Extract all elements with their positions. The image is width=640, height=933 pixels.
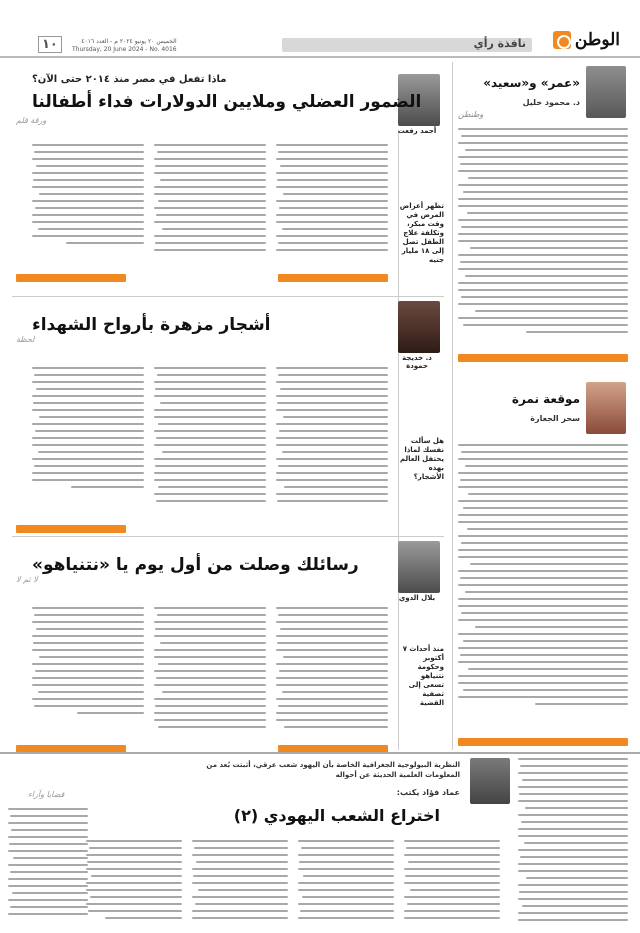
article-label: ورقة قلم — [16, 116, 47, 125]
author-photo — [470, 758, 510, 804]
column-body — [458, 444, 628, 734]
author-email-bar[interactable] — [458, 738, 628, 746]
body-column — [276, 607, 388, 741]
author-photo — [586, 382, 626, 434]
article-body — [32, 607, 388, 741]
article-title[interactable]: رسائلك وصلت من أول يوم يا «نتنياهو» — [32, 555, 359, 575]
column-author: د. محمود خليل — [522, 98, 580, 107]
author-photo — [586, 66, 626, 118]
section-title: نافذة رأي — [473, 37, 526, 50]
column-title[interactable]: «عمر» و«سعيد» — [483, 76, 580, 90]
author-email-bar[interactable] — [458, 354, 628, 362]
article-body — [32, 367, 388, 517]
author-email-bar[interactable] — [278, 274, 388, 282]
body-column — [32, 144, 144, 264]
page-header — [0, 0, 640, 58]
article-title[interactable]: الضمور العضلي وملايين الدولارات فداء أطفالنا — [32, 92, 422, 112]
logo-text: الوطن — [574, 30, 620, 50]
author-photo — [398, 301, 440, 353]
article-kicker: النظرية البيولوجية الجغرافية الخاصة بأن اليهود شعب عرقي، أثبتت بُعد من المعلومات العلمية الحديثة عن أحواله — [206, 761, 460, 779]
article — [12, 536, 444, 748]
article-body — [32, 144, 388, 264]
pull-quote: منذ أحداث ٧ أكتوبر وحكومة نتنياهو تسعى إلى تصفية القضية — [402, 645, 444, 707]
body-column — [404, 840, 500, 930]
article-author: أحمد رفعت — [397, 127, 437, 135]
body-column — [276, 144, 388, 264]
body-column — [276, 367, 388, 517]
body-column — [154, 367, 266, 517]
column-header — [458, 378, 628, 444]
section-bar — [282, 38, 532, 52]
column-header — [458, 62, 628, 128]
body-column — [192, 840, 288, 930]
body-column — [518, 758, 628, 928]
author-email-bar[interactable] — [16, 274, 126, 282]
article-author: عماد فؤاد يكتب: — [396, 788, 460, 797]
body-column — [8, 808, 88, 928]
article-label: لا ثم لا — [16, 575, 38, 584]
article — [12, 70, 444, 280]
article — [12, 296, 444, 526]
author-email-bar[interactable] — [16, 525, 126, 533]
article-header — [12, 70, 444, 135]
pull-quote: تظهر أعراض المرض في وقت مبكر، وتكلفة علاج الطفل تصل إلى ١٨ مليار جنيه — [399, 202, 444, 264]
column-author: سحر الجعارة — [530, 414, 580, 423]
article-label: لحظة — [16, 335, 35, 344]
body-column — [32, 367, 144, 517]
article-label: قضايا وآراء — [28, 790, 65, 799]
page-number: ١٠ — [38, 36, 62, 53]
article-header — [12, 297, 444, 370]
body-column — [86, 840, 182, 930]
column-label: وطنطن — [458, 110, 484, 119]
article-header — [12, 537, 444, 602]
body-column — [154, 144, 266, 264]
column-body — [458, 128, 628, 350]
issue-info — [72, 38, 177, 54]
issue-date-english: Thursday, 20 June 2024 - No. 4016 — [72, 46, 177, 53]
column-title[interactable]: موقعة نمرة — [511, 392, 580, 406]
author-photo — [398, 541, 440, 593]
pull-quote: هل سألت نفسك لماذا يحتفل العالم بهذه الأشجار؟ — [400, 437, 444, 481]
body-column — [154, 607, 266, 741]
article-author: بلال الدوي — [398, 594, 436, 602]
column-divider — [452, 62, 453, 750]
body-column — [298, 840, 394, 930]
article-title[interactable]: أشجار مزهرة بأرواح الشهداء — [32, 315, 271, 335]
article-title[interactable]: اختراع الشعب اليهودي (٢) — [233, 806, 440, 825]
article-body — [86, 840, 500, 930]
right-column — [458, 62, 628, 746]
issue-date-arabic: الخميس ٢٠ يونيو ٢٠٢٤ م - العدد ٤٠١٦ — [81, 38, 177, 45]
bottom-article — [0, 752, 640, 933]
newspaper-logo[interactable] — [553, 30, 620, 50]
body-column — [32, 607, 144, 741]
article-kicker: ماذا تفعل في مصر منذ ٢٠١٤ حتى الآن؟ — [32, 74, 227, 85]
article-author: د. خديجة حمودة — [402, 354, 432, 370]
logo-mark-icon — [553, 31, 571, 49]
